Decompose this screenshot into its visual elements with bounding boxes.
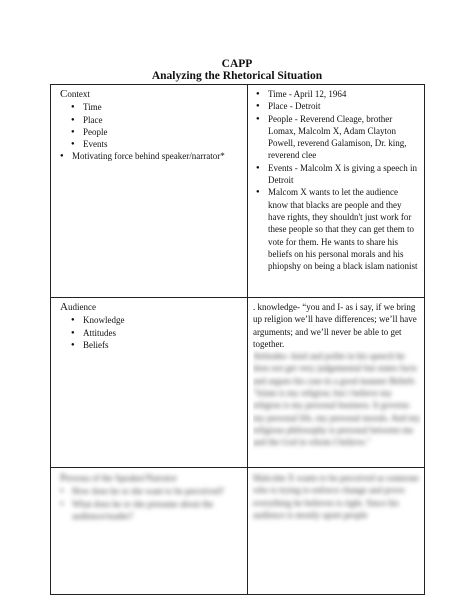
- context-response-cell: [256, 88, 418, 272]
- list-item: ● How does he or she want to be perceived?: [60, 485, 244, 497]
- table-bottom-border: [51, 594, 425, 595]
- list-item: ● Place - Detroit: [256, 100, 418, 112]
- context-heading: Context: [60, 88, 90, 100]
- context-cell: [60, 88, 244, 163]
- attitudes-response: Attitudes- kind and polite in his speech he does not get very judgemental but states facts and argues his case in a good manner Beliefs "Islam is my religion; but i believe my religion is my personal business. It governs my personal life, my personal morals. And my religious philosophy is personal between me and the God in whom I believe.": [253, 351, 421, 448]
- list-item: ● What does he or she presume about the audience/reader?: [60, 498, 244, 523]
- table-right-border: [424, 85, 425, 595]
- document-title-block: [0, 58, 474, 82]
- context-response-list: [256, 88, 418, 272]
- list-item: ● Events: [71, 138, 244, 150]
- persona-response-cell: [253, 472, 421, 521]
- audience-list: [60, 314, 244, 351]
- list-item: ● Knowledge: [71, 314, 244, 326]
- persona-response: Malcolm X wants to be perceived as someone who is trying to enforce change and prove everything he believes is right. Since his audience is mostly upset people: [253, 473, 419, 520]
- persona-list: [60, 485, 244, 522]
- list-item: ● Malcom X wants to let the audience know that blacks are people and they have rights, they shouldn't just work for these people so that they can get them to vote for them. He wants to share his beliefs on his personal morals and his phiopshy on being a black islam nationist: [256, 186, 418, 272]
- list-item: ● Beliefs: [71, 339, 244, 351]
- page-title: CAPP: [221, 58, 253, 70]
- row-divider: [51, 297, 425, 298]
- context-list: [60, 101, 244, 162]
- persona-heading: Persona of the Speaker/Narrator: [60, 472, 177, 484]
- list-item: ● Attitudes: [71, 327, 244, 339]
- list-item: ● Events - Malcolm X is giving a speech in Detroit: [256, 162, 418, 187]
- list-item: ● Time: [71, 101, 244, 113]
- list-item: ● Place: [71, 114, 244, 126]
- page-subtitle: Analyzing the Rhetorical Situation: [151, 70, 323, 82]
- audience-cell: [60, 301, 244, 351]
- list-item: ● People: [71, 126, 244, 138]
- list-item: ● People - Reverend Cleage, brother Lomax, Malcolm X, Adam Clayton Powell, reverend Galamison, Dr. king, reverend clee: [256, 113, 418, 162]
- audience-heading: Audience: [60, 301, 96, 313]
- persona-cell: [60, 472, 244, 522]
- column-divider: [247, 85, 248, 595]
- knowledge-response: . knowledge- “you and I- as i say, if we bring up religion we’ll have differences; we’ll have arguments; and we’ll never be able to get together.: [253, 302, 417, 349]
- list-item: ● Motivating force behind speaker/narrator*: [60, 150, 244, 162]
- rhetorical-situation-table: [50, 84, 425, 595]
- list-item: ● Time - April 12, 1964: [256, 88, 418, 100]
